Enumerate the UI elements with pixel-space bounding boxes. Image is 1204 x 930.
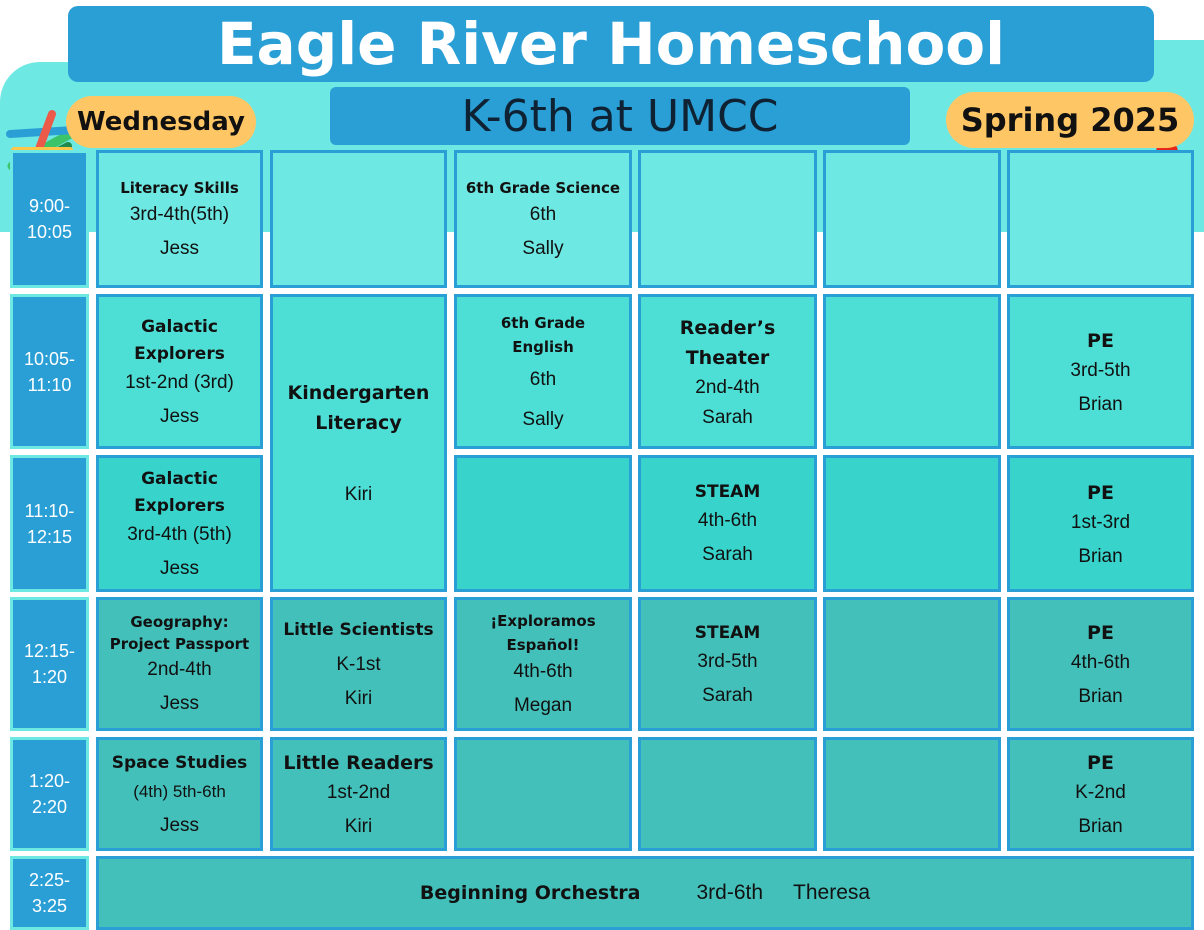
- class-cell: [270, 737, 447, 851]
- season-label: Spring 2025: [960, 101, 1180, 139]
- class-title: Literacy: [315, 412, 402, 434]
- class-cell: [1007, 597, 1194, 731]
- class-grade: 2nd-4th: [147, 659, 212, 680]
- class-grade: K-1st: [336, 653, 381, 675]
- class-teacher: Jess: [159, 238, 200, 259]
- class-teacher: Theresa: [793, 881, 871, 904]
- class-grade: 4th-6th: [697, 510, 758, 531]
- time-start: 2:25-: [28, 870, 71, 890]
- class-teacher: Kiri: [344, 687, 373, 709]
- class-title: 6th Grade: [500, 313, 586, 332]
- class-title: Explorers: [134, 343, 225, 364]
- class-grade: 4th-6th: [1070, 652, 1131, 673]
- time-slot: [10, 597, 89, 731]
- class-grade: 1st-2nd: [326, 782, 391, 803]
- empty-cell: [270, 150, 447, 288]
- time-slot: [10, 150, 89, 288]
- class-grade: 4th-6th: [513, 661, 573, 682]
- time-slot: [10, 294, 89, 449]
- empty-cell: [1007, 150, 1194, 288]
- time-slot: [10, 737, 89, 851]
- class-title: English: [512, 337, 574, 356]
- class-grade: 1st-3rd: [1070, 511, 1131, 533]
- season-badge: [946, 92, 1194, 148]
- empty-cell: [823, 150, 1001, 288]
- class-teacher: Brian: [1078, 816, 1123, 837]
- time-end: 11:10: [27, 374, 72, 395]
- empty-cell: [823, 294, 1001, 449]
- class-title: PE: [1087, 481, 1114, 504]
- class-teacher: Sarah: [702, 684, 753, 706]
- class-cell: [638, 455, 817, 592]
- time-start: 1:20-: [28, 771, 71, 791]
- empty-cell: [638, 150, 817, 288]
- time-start: 10:05-: [23, 348, 76, 369]
- time-end: 10:05: [26, 222, 73, 242]
- class-grade: 6th: [529, 204, 557, 225]
- empty-cell: [454, 455, 632, 592]
- class-grade: 3rd-6th: [696, 881, 764, 904]
- class-teacher: Jess: [159, 814, 200, 836]
- class-cell: [638, 597, 817, 731]
- class-teacher: Sally: [522, 408, 564, 430]
- class-title: PE: [1087, 622, 1114, 644]
- class-title: 6th Grade Science: [465, 179, 621, 197]
- class-grade: 1st-2nd (3rd): [125, 371, 234, 393]
- title-banner: [68, 6, 1154, 82]
- class-cell: [1007, 294, 1194, 449]
- subtitle-banner: [330, 87, 910, 145]
- class-title: ¡Exploramos: [490, 612, 596, 630]
- empty-cell: [823, 455, 1001, 592]
- class-teacher: Sally: [522, 238, 564, 259]
- class-cell: [1007, 455, 1194, 592]
- class-cell: [638, 294, 817, 449]
- time-end: 3:25: [31, 896, 68, 916]
- orchestra-cell: [96, 856, 1194, 930]
- class-grade: 3rd-5th: [1070, 359, 1131, 381]
- class-grade: 3rd-4th (5th): [127, 523, 232, 545]
- class-grade: 6th: [529, 368, 557, 390]
- class-grade: 3rd-5th: [697, 650, 758, 672]
- time-end: 2:20: [31, 797, 68, 817]
- class-title: Space Studies: [111, 752, 248, 773]
- class-cell: [270, 294, 447, 592]
- class-cell: [454, 597, 632, 731]
- class-cell: [454, 150, 632, 288]
- class-title: Geography:: [130, 613, 229, 631]
- class-title: Galactic: [141, 468, 218, 489]
- class-cell: [96, 597, 263, 731]
- class-teacher: Jess: [159, 405, 200, 427]
- class-teacher: Jess: [159, 693, 200, 714]
- time-slot: [10, 455, 89, 592]
- class-cell: [96, 737, 263, 851]
- class-teacher: Sarah: [702, 544, 753, 565]
- class-title: Español!: [506, 636, 580, 654]
- class-grade: 3rd-4th(5th): [129, 204, 230, 225]
- class-teacher: Brian: [1078, 393, 1123, 415]
- class-title: Little Readers: [283, 752, 434, 774]
- page-subtitle: K-6th at UMCC: [461, 90, 779, 142]
- class-title: Kindergarten: [287, 382, 430, 404]
- class-teacher: Sarah: [702, 406, 753, 428]
- day-label: Wednesday: [77, 107, 245, 137]
- empty-cell: [638, 737, 817, 851]
- class-title: Galactic: [141, 316, 218, 337]
- class-title: Little Scientists: [283, 619, 434, 640]
- class-title: Beginning Orchestra: [419, 882, 641, 904]
- class-teacher: Brian: [1078, 545, 1123, 567]
- class-grade: K-2nd: [1075, 782, 1126, 803]
- time-start: 9:00-: [28, 196, 71, 216]
- class-teacher: Kiri: [344, 484, 373, 505]
- class-title: PE: [1087, 752, 1114, 774]
- empty-cell: [823, 737, 1001, 851]
- class-teacher: Brian: [1078, 686, 1123, 707]
- time-start: 12:15-: [23, 641, 76, 661]
- class-title: STEAM: [694, 482, 761, 502]
- empty-cell: [823, 597, 1001, 731]
- class-teacher: Jess: [159, 557, 200, 579]
- class-title: Theater: [685, 346, 770, 369]
- class-teacher: Kiri: [344, 816, 373, 837]
- class-cell: [96, 455, 263, 592]
- class-cell: [1007, 737, 1194, 851]
- class-title: PE: [1087, 329, 1114, 352]
- time-end: 1:20: [31, 667, 68, 687]
- empty-cell: [454, 737, 632, 851]
- class-title: Literacy Skills: [120, 179, 239, 197]
- class-cell: [454, 294, 632, 449]
- class-cell: [270, 597, 447, 731]
- day-badge: [66, 96, 256, 148]
- class-title: STEAM: [694, 622, 761, 643]
- class-grade: 2nd-4th: [695, 376, 760, 398]
- class-cell: [96, 150, 263, 288]
- time-slot: [10, 856, 89, 930]
- time-end: 12:15: [26, 526, 73, 547]
- class-cell: [96, 294, 263, 449]
- class-title: Reader’s: [679, 316, 776, 339]
- time-start: 11:10-: [24, 500, 75, 521]
- class-title: Explorers: [134, 495, 225, 516]
- class-teacher: Megan: [513, 695, 573, 716]
- class-grade: (4th) 5th-6th: [133, 781, 226, 801]
- class-title: Project Passport: [109, 635, 250, 653]
- page-title: Eagle River Homeschool: [216, 10, 1006, 78]
